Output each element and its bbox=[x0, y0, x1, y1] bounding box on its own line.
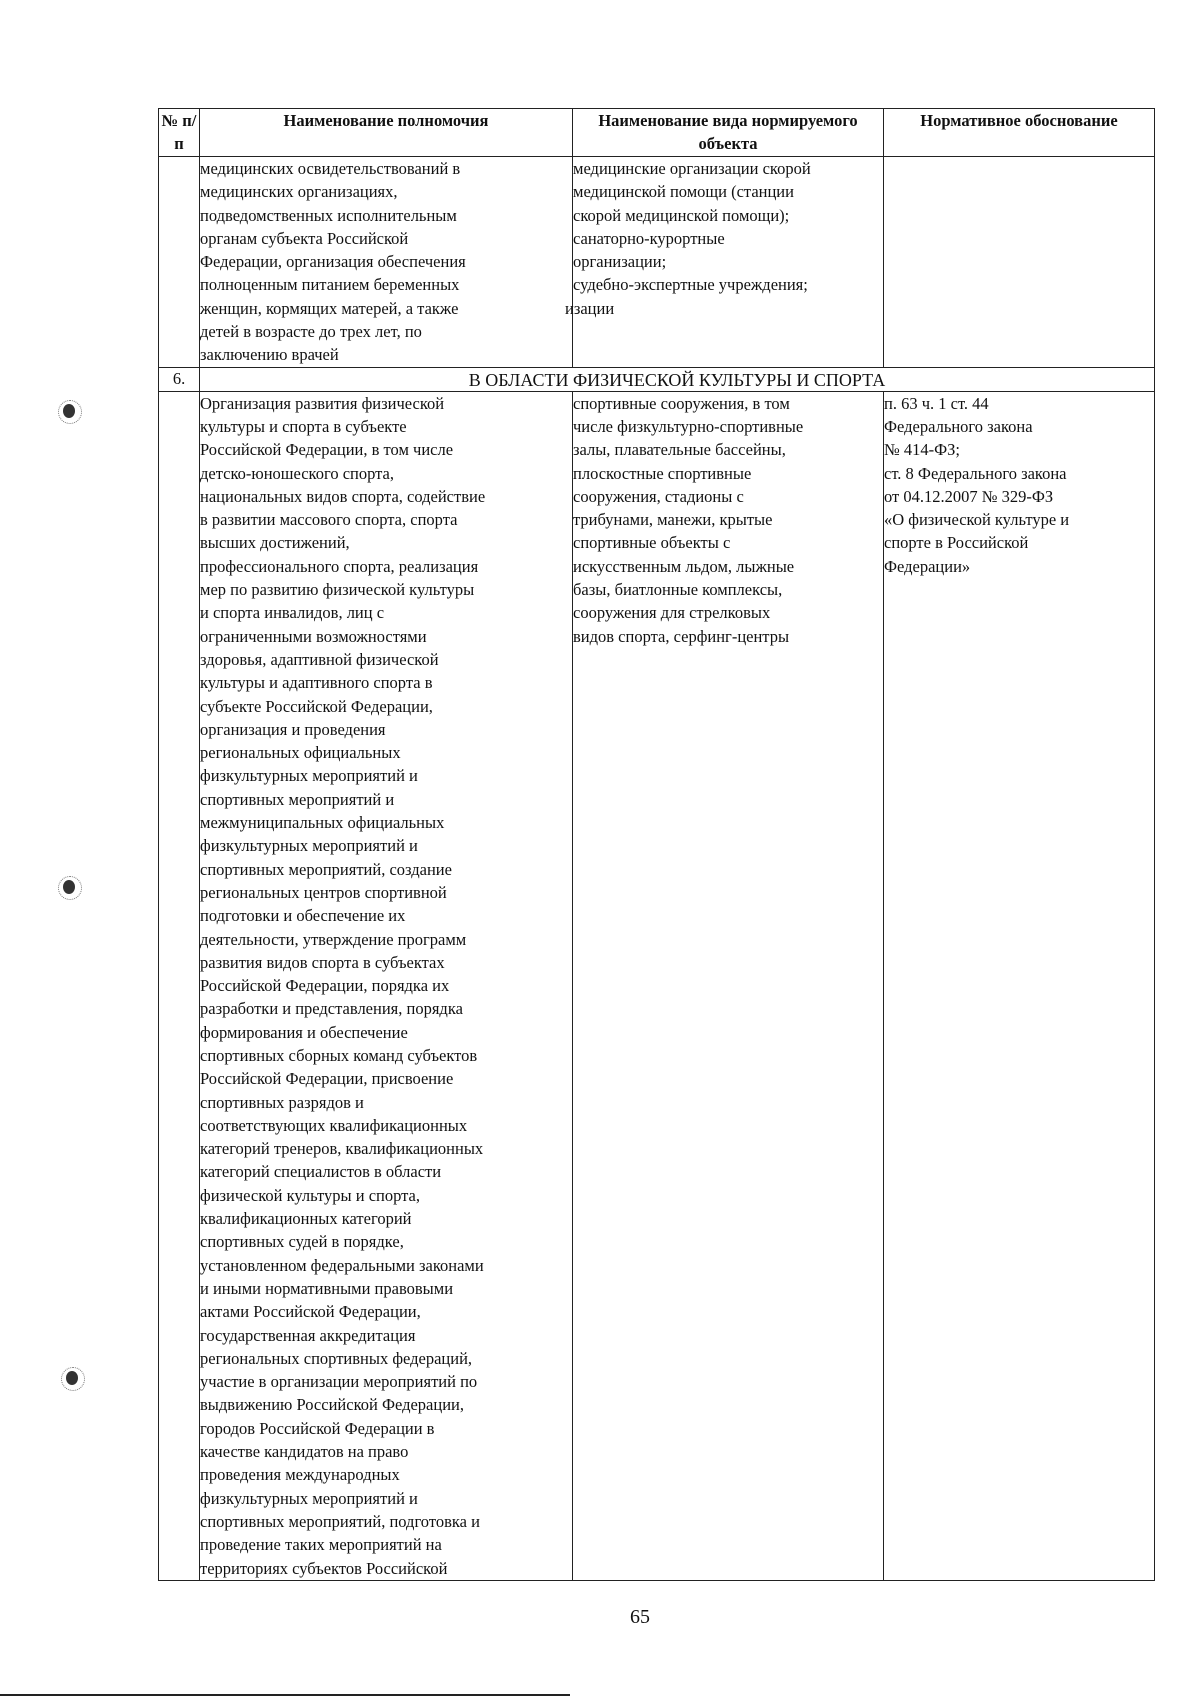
text-line: спортивных мероприятий и bbox=[200, 789, 395, 809]
page-number: 65 bbox=[630, 1606, 650, 1628]
bottom-edge-line bbox=[0, 1694, 570, 1696]
text-line: Федерации, организация обеспечения bbox=[200, 252, 466, 272]
text-line: искусственным льдом, лыжные bbox=[573, 556, 795, 576]
text-line: ст. 8 Федерального закона bbox=[884, 463, 1067, 483]
text-line: заключению врачей bbox=[200, 345, 339, 365]
text-line: спортивные объекты с bbox=[573, 533, 731, 553]
text-line: здоровья, адаптивной физической bbox=[200, 649, 439, 669]
text-line: региональных центров спортивной bbox=[200, 882, 447, 902]
text-line: п. 63 ч. 1 ст. 44 bbox=[884, 393, 989, 413]
text-line: «О физической культуре и bbox=[884, 510, 1070, 530]
header-object-type: Наименование вида нормируемого объекта bbox=[573, 109, 884, 157]
text-line: субъекте Российской Федерации, bbox=[200, 696, 433, 716]
text-line: в развитии массового спорта, спорта bbox=[200, 510, 458, 530]
text-line: плоскостные спортивные bbox=[573, 463, 752, 483]
text-line: органам субъекта Российской bbox=[200, 228, 409, 248]
binder-hole-mark bbox=[63, 404, 75, 418]
text-line: и иными нормативными правовыми bbox=[200, 1278, 454, 1298]
text-line: сооружения, стадионы с bbox=[573, 486, 744, 506]
text-line: залы, плавательные бассейны, bbox=[573, 440, 786, 460]
text-line: Российской Федерации, в том числе bbox=[200, 440, 454, 460]
text-line: медицинских организациях, bbox=[200, 182, 398, 202]
text-line: квалификационных категорий bbox=[200, 1209, 412, 1229]
text-line: подведомственных исполнительным bbox=[200, 205, 457, 225]
section-row bbox=[159, 367, 1155, 391]
text-line: санаторно-курортные bbox=[573, 228, 725, 248]
binder-hole-mark bbox=[66, 1371, 78, 1385]
text-line: высших достижений, bbox=[200, 533, 350, 553]
table-row-6 bbox=[159, 391, 1155, 1580]
text-line: подготовки и обеспечение их bbox=[200, 906, 406, 926]
text-line: трибунами, манежи, крытые bbox=[573, 510, 773, 530]
text-line: изации bbox=[565, 298, 615, 318]
text-line: культуры и адаптивного спорта в bbox=[200, 673, 433, 693]
text-line: № 414-ФЗ; bbox=[884, 440, 960, 460]
text-line: соответствующих квалификационных bbox=[200, 1115, 468, 1135]
text-line: проведения международных bbox=[200, 1465, 400, 1485]
text-line: формирования и обеспечение bbox=[200, 1022, 408, 1042]
text-line: физкультурных мероприятий и bbox=[200, 1488, 418, 1508]
text-line: медицинские организации скорой bbox=[573, 159, 811, 178]
text-line: и спорта инвалидов, лиц с bbox=[200, 603, 385, 623]
row6-object-cell bbox=[573, 391, 884, 1580]
text-line: региональных официальных bbox=[200, 743, 401, 763]
text-line: спортивных разрядов и bbox=[200, 1092, 364, 1112]
text-line: физкультурных мероприятий и bbox=[200, 836, 418, 856]
text-line: установленном федеральными законами bbox=[200, 1255, 484, 1275]
text-line: деятельности, утверждение программ bbox=[200, 929, 467, 949]
text-line: базы, биатлонные комплексы, bbox=[573, 580, 783, 600]
text-line: выдвижению Российской Федерации, bbox=[200, 1395, 464, 1415]
text-line: судебно-экспертные учреждения; bbox=[573, 275, 808, 295]
text-line: категорий тренеров, квалификационных bbox=[200, 1139, 484, 1159]
text-line: категорий специалистов в области bbox=[200, 1162, 442, 1182]
text-line: государственная аккредитация bbox=[200, 1325, 416, 1345]
text-line: Российской Федерации, порядка их bbox=[200, 976, 450, 996]
text-line: детско-юношеского спорта, bbox=[200, 463, 395, 483]
text-line: ограниченными возможностями bbox=[200, 626, 427, 646]
text-line: медицинских освидетельствований в bbox=[200, 159, 461, 178]
text-line: организация и проведения bbox=[200, 719, 386, 739]
continued-authority-cell bbox=[200, 157, 573, 368]
row-num-empty bbox=[159, 157, 200, 368]
text-line: развития видов спорта в субъектах bbox=[200, 952, 445, 972]
text-line: физической культуры и спорта, bbox=[200, 1185, 421, 1205]
text-line: спорте в Российской bbox=[884, 533, 1029, 553]
text-line: полноценным питанием беременных bbox=[200, 275, 460, 295]
header-authority: Наименование полномочия bbox=[200, 109, 573, 157]
table-header-row bbox=[159, 109, 1155, 157]
text-line: национальных видов спорта, содействие bbox=[200, 486, 486, 506]
authority-table bbox=[158, 108, 1155, 1581]
text-line: актами Российской Федерации, bbox=[200, 1302, 421, 1322]
text-line: организации; bbox=[573, 252, 667, 272]
text-line: мер по развитию физической культуры bbox=[200, 580, 475, 600]
text-line: видов спорта, серфинг-центры bbox=[573, 626, 790, 646]
text-line: от 04.12.2007 № 329-ФЗ bbox=[884, 486, 1054, 506]
text-line: городов Российской Федерации в bbox=[200, 1418, 435, 1438]
binder-hole-mark bbox=[63, 880, 75, 894]
text-line: участие в организации мероприятий по bbox=[200, 1372, 478, 1392]
text-line: Российской Федерации, присвоение bbox=[200, 1069, 454, 1089]
text-line: Организация развития физической bbox=[200, 393, 445, 413]
table-row-continued bbox=[159, 157, 1155, 368]
text-line: спортивных мероприятий, создание bbox=[200, 859, 452, 879]
text-line: физкультурных мероприятий и bbox=[200, 766, 418, 786]
row6-basis-cell bbox=[884, 391, 1155, 1580]
text-line: Федерации» bbox=[884, 556, 971, 576]
text-line: сооружения для стрелковых bbox=[573, 603, 771, 623]
text-line: женщин, кормящих матерей, а также bbox=[200, 298, 459, 318]
header-basis: Нормативное обоснование bbox=[884, 109, 1155, 157]
text-line: межмуниципальных официальных bbox=[200, 813, 445, 833]
row6-authority-cell bbox=[200, 391, 573, 1580]
section-title: В ОБЛАСТИ ФИЗИЧЕСКОЙ КУЛЬТУРЫ И СПОРТА bbox=[200, 367, 1155, 391]
text-line: культуры и спорта в субъекте bbox=[200, 416, 407, 436]
text-line: спортивных мероприятий, подготовка и bbox=[200, 1511, 480, 1531]
text-line: скорой медицинской помощи); bbox=[573, 205, 790, 225]
text-line: детей в возрасте до трех лет, по bbox=[200, 322, 422, 342]
continued-object-cell bbox=[565, 157, 884, 368]
text-line: региональных спортивных федераций, bbox=[200, 1348, 473, 1368]
section-num: 6. bbox=[159, 367, 200, 391]
text-line: разработки и представления, порядка bbox=[200, 999, 463, 1019]
text-line: спортивных сборных команд субъектов bbox=[200, 1045, 478, 1065]
text-line: спортивных судей в порядке, bbox=[200, 1232, 404, 1252]
text-line: спортивные сооружения, в том bbox=[573, 393, 790, 413]
text-line: территориях субъектов Российской bbox=[200, 1558, 448, 1578]
text-line: Федерального закона bbox=[884, 416, 1033, 436]
text-line: качестве кандидатов на право bbox=[200, 1442, 409, 1462]
text-line: профессионального спорта, реализация bbox=[200, 556, 479, 576]
text-line: числе физкультурно-спортивные bbox=[573, 416, 804, 436]
continued-basis-cell bbox=[884, 157, 1155, 368]
text-line: медицинской помощи (станции bbox=[573, 182, 794, 202]
row6-num-empty bbox=[159, 391, 200, 1580]
header-num: № п/п bbox=[159, 109, 200, 157]
text-line: проведение таких мероприятий на bbox=[200, 1535, 442, 1555]
